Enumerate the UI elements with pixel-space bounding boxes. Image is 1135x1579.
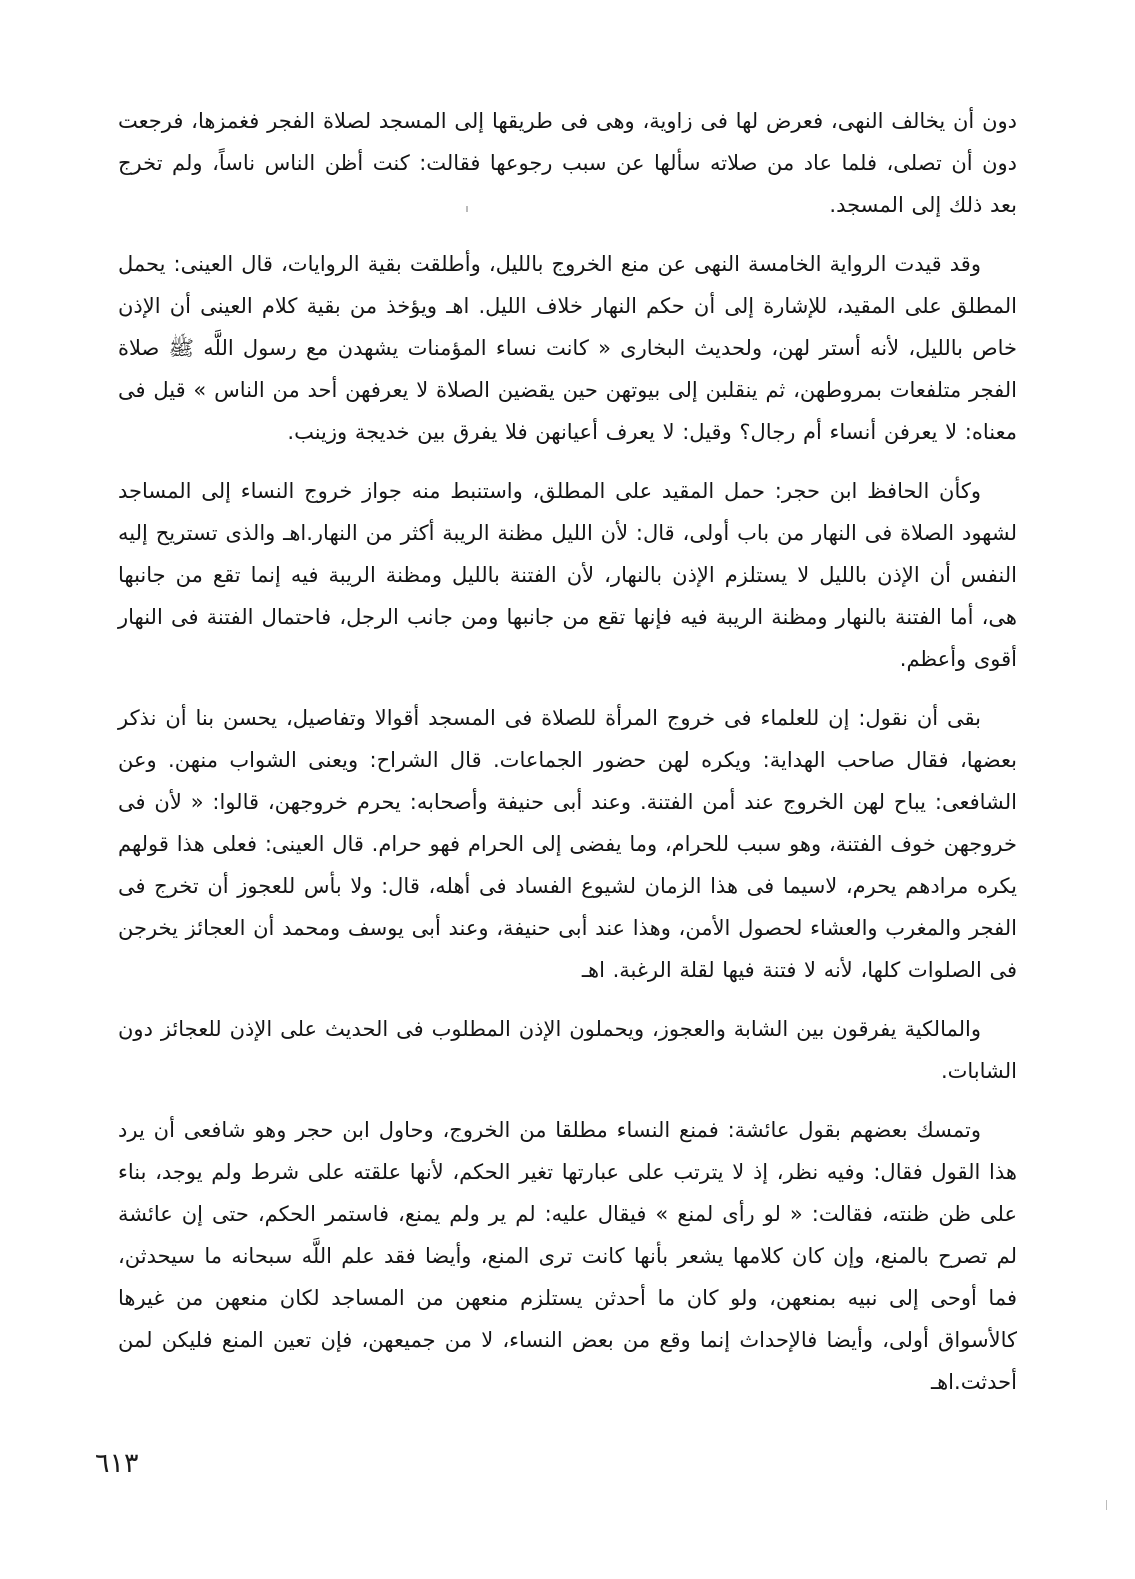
paragraph-4: بقى أن نقول: إن للعلماء فى خروج المرأة للصلاة فى المسجد أقوالا وتفاصيل، يحسن بنا أن نذكر بعضها، فقال صاحب الهداية: ويكره لهن حضور الجماعات. قال الشراح: ويعنى الشواب منهن. وعن الشافعى: يباح لهن الخروج عند أمن الفتنة. وعند أبى حنيفة وأصحابه: يحرم خروجهن، قالوا: « لأن فى خروجهن خوف الفتنة، وهو سبب للحرام، وما يفضى إلى الحرام فهو حرام. قال العينى: فعلى هذا قولهم يكره مرادهم يحرم، لاسيما فى هذا الزمان لشيوع الفساد فى أهله، قال: ولا بأس للعجوز أن تخرج فى الفجر والمغرب والعشاء لحصول الأمن، وهذا عند أبى حنيفة، وعند أبى يوسف ومحمد أن العجائز يخرجن فى الصلوات كلها، لأنه لا فتنة فيها لقلة الرغبة. اهـ (118, 706, 1017, 982)
paragraph-2: وقد قيدت الرواية الخامسة النهى عن منع الخروج بالليل، وأطلقت بقية الروايات، قال العينى: يحمل المطلق على المقيد، للإشارة إلى أن حكم النهار خلاف الليل. اهـ ويؤخذ من بقية كلام العينى أن الإذن خاص بالليل، لأنه أستر لهن، ولحديث البخارى « كانت نساء المؤمنات يشهدن مع رسول اللَّه ﷺ صلاة الفجر متلفعات بمروطهن، ثم ينقلبن إلى بيوتهن حين يقضين الصلاة لا يعرفهن أحد من الناس » قيل فى معناه: لا يعرفن أنساء أم رجال؟ وقيل: لا يعرف أعيانهن فلا يفرق بين خديجة وزينب. (118, 252, 1017, 444)
paragraph-1: دون أن يخالف النهى، فعرض لها فى زاوية، وهى فى طريقها إلى المسجد لصلاة الفجر فغمزها، فرجعت دون أن تصلى، فلما عاد من صلاته سألها عن سبب رجوعها فقالت: كنت أظن الناس ناساً، ولم تخرج بعد ذلك إلى المسجد. (118, 109, 1017, 217)
body-text (118, 100, 1017, 1420)
page-number: ٦١٣ (95, 1448, 139, 1479)
paragraph-3: وكأن الحافظ ابن حجر: حمل المقيد على المطلق، واستنبط منه جواز خروج النساء إلى المساجد لشهود الصلاة فى النهار من باب أولى، قال: لأن الليل مظنة الريبة أكثر من النهار.اهـ والذى تستريح إليه النفس أن الإذن بالليل لا يستلزم الإذن بالنهار، لأن الفتنة بالليل ومظنة الريبة فيه إنما تقع من جانبها هى، أما الفتنة بالنهار ومظنة الريبة فيه فإنها تقع من جانبها ومن جانب الرجل، فاحتمال الفتنة فى النهار أقوى وأعظم. (118, 479, 1017, 671)
paragraph-6: وتمسك بعضهم بقول عائشة: فمنع النساء مطلقا من الخروج، وحاول ابن حجر وهو شافعى أن يرد هذا القول فقال: وفيه نظر، إذ لا يترتب على عبارتها تغير الحكم، لأنها علقته على شرط ولم يوجد، بناء على ظن ظنته، فقالت: « لو رأى لمنع » فيقال عليه: لم ير ولم يمنع، فاستمر الحكم، حتى إن عائشة لم تصرح بالمنع، وإن كان كلامها يشعر بأنها كانت ترى المنع، وأيضا فقد علم اللَّه سبحانه ما سيحدثن، فما أوحى إلى نبيه بمنعهن، ولو كان ما أحدثن يستلزم منعهن من المساجد لكان منعهن من غيرها كالأسواق أولى، وأيضا فالإحداث إنما وقع من بعض النساء، لا من جميعهن، فإن تعين المنع فليكن لمن أحدثت.اهـ (118, 1118, 1017, 1394)
scan-speck (466, 206, 468, 212)
scan-speck (1106, 1500, 1107, 1510)
paragraph-5: والمالكية يفرقون بين الشابة والعجوز، ويحملون الإذن المطلوب فى الحديث على الإذن للعجائز دون الشابات. (118, 1017, 1017, 1083)
